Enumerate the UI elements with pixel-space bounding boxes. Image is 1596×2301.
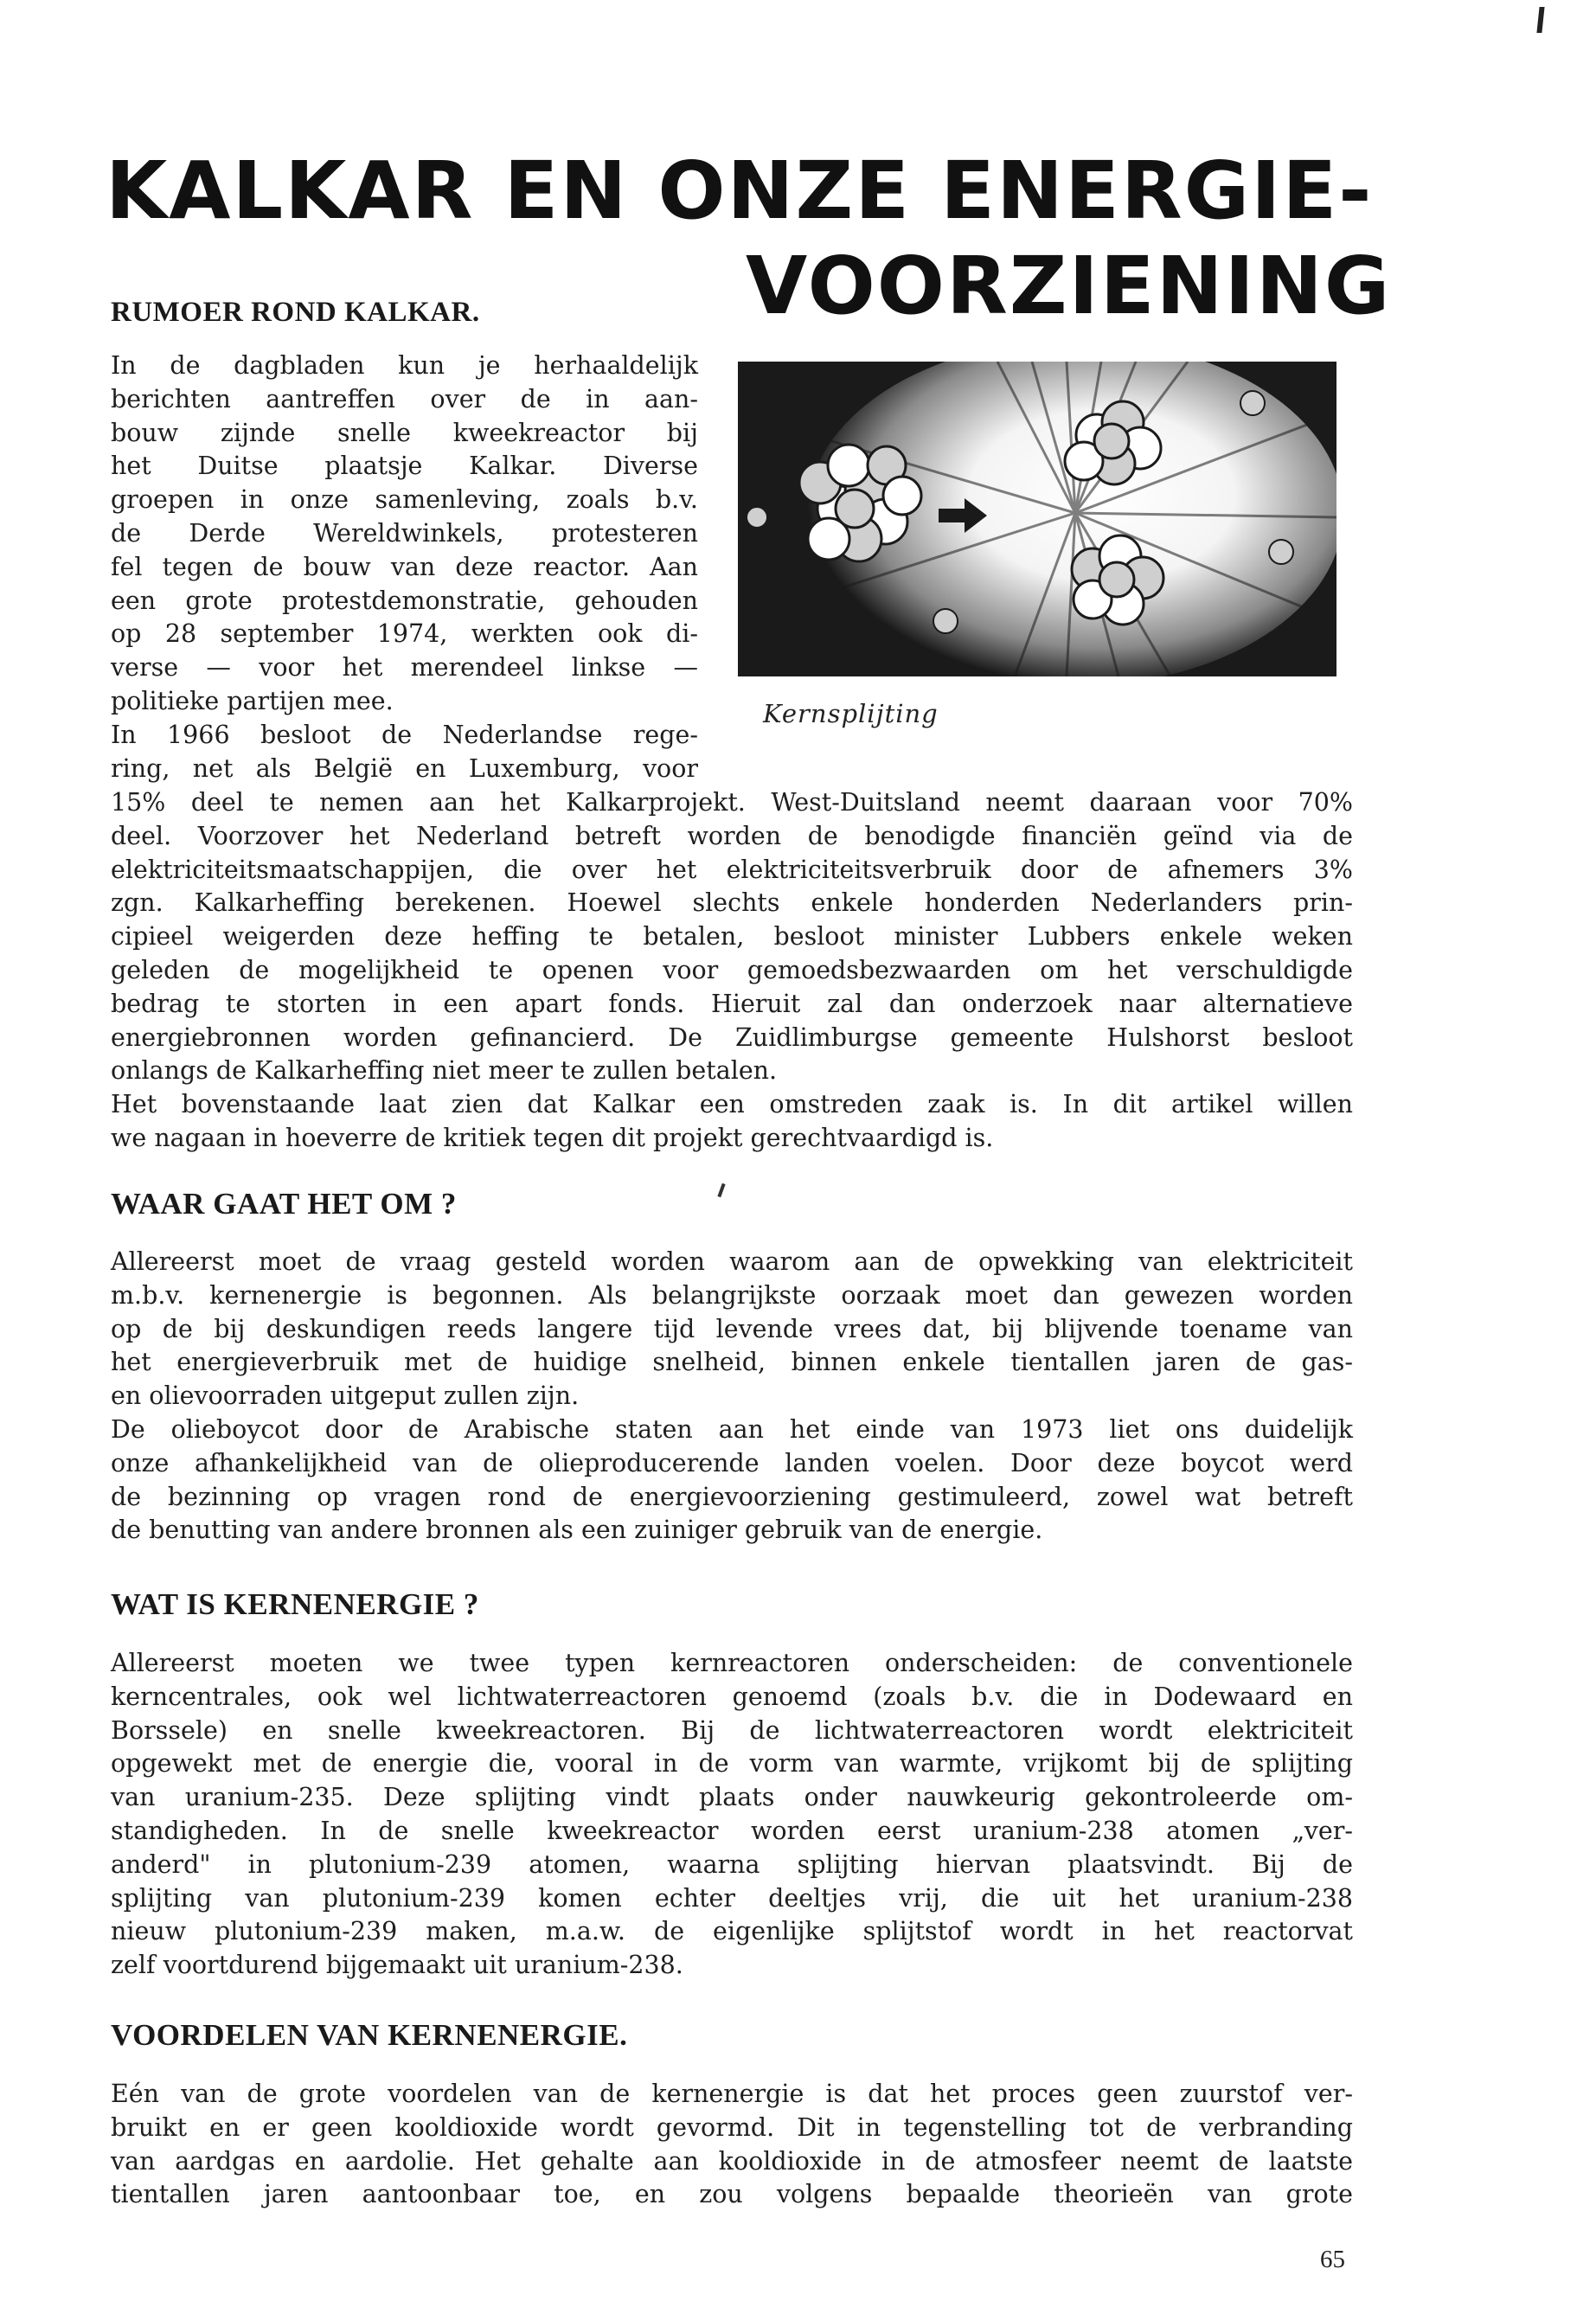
- paragraph-wat-is-kernenergie: [111, 1647, 1353, 1983]
- text-line: opgewekt met de energie die, vooral in de vorm van warmte, vrijkomt bij de splijting: [111, 1749, 1353, 1779]
- text-line: 15% deel te nemen aan het Kalkarprojekt. West-Duitsland neemt daaraan voor 70%: [111, 788, 1353, 817]
- text-line: bedrag te storten in een apart fonds. Hieruit zal dan onderzoek naar alternatieve: [111, 989, 1353, 1018]
- text-line: Het bovenstaande laat zien dat Kalkar een omstreden zaak is. In dit artikel willen: [111, 1090, 1353, 1119]
- text-line: fel tegen de bouw van deze reactor. Aan: [111, 552, 698, 581]
- text-line: ring, net als België en Luxemburg, voor: [111, 753, 698, 783]
- text-line: cipieel weigerden deze heffing te betalen, besloot minister Lubbers enkele weken: [111, 922, 1353, 952]
- article-title-line-1: KALKAR EN ONZE ENERGIE-: [106, 144, 1374, 237]
- text-line: we nagaan in hoeverre de kritiek tegen dit projekt gerechtvaardigd is.: [111, 1123, 994, 1152]
- text-line: het energieverbruik met de huidige snelheid, binnen enkele tientallen jaren de gas-: [111, 1348, 1353, 1377]
- text-line: de benutting van andere bronnen als een zuiniger gebruik van de energie.: [111, 1516, 1043, 1545]
- text-line: verse — voor het merendeel linkse —: [111, 653, 698, 683]
- text-line: bouw zijnde snelle kweekreactor bij: [111, 418, 698, 447]
- paragraph-waar-gaat-het-om: [111, 1246, 1353, 1548]
- figure-caption: Kernsplijting: [763, 699, 939, 728]
- text-line: elektriciteitsmaatschappijen, die over het elektriciteitsverbruik door de afnemers 3%: [111, 855, 1353, 884]
- text-line: deel. Voorzover het Nederland betreft worden de benodigde financiën geïnd via de: [111, 821, 1353, 850]
- text-line: Borssele) en snelle kweekreactoren. Bij de lichtwaterreactoren wordt elektriciteit: [111, 1715, 1353, 1745]
- text-line: een grote protestdemonstratie, gehouden: [111, 586, 698, 615]
- section-heading-rumoer: RUMOER ROND KALKAR.: [111, 297, 480, 328]
- paragraph-voordelen: [111, 2078, 1353, 2212]
- text-line: berichten aantreffen over de in aan-: [111, 384, 698, 413]
- text-line: anderd" in plutonium-239 atomen, waarna splijting hiervan plaatsvindt. Bij de: [111, 1849, 1353, 1879]
- text-line: zelf voortdurend bijgemaakt uit uranium-238.: [111, 1951, 683, 1980]
- text-line: politieke partijen mee.: [111, 686, 394, 715]
- text-line: nieuw plutonium-239 maken, m.a.w. de eigenlijke splijtstof wordt in het reactorvat: [111, 1917, 1353, 1946]
- text-line: de Derde Wereldwinkels, protesteren: [111, 518, 698, 548]
- fission-drawing: [738, 362, 1336, 676]
- text-line: kerncentrales, ook wel lichtwaterreactoren genoemd (zoals b.v. die in Dodewaard en: [111, 1682, 1353, 1711]
- text-line: van aardgas en aardolie. Het gehalte aan kooldioxide in de atmosfeer neemt de laatste: [111, 2146, 1353, 2176]
- scan-mark: [1536, 7, 1544, 33]
- nuclear-fission-illustration: [738, 362, 1336, 676]
- text-line: splijting van plutonium-239 komen echter deeltjes vrij, die uit het uranium-238: [111, 1883, 1353, 1913]
- text-line: Eén van de grote voordelen van de kernenergie is dat het proces geen zuurstof ver-: [111, 2080, 1353, 2108]
- paragraph-intro: [111, 349, 698, 719]
- paragraph-1966: [111, 719, 698, 786]
- print-speck: [717, 1183, 725, 1197]
- text-line: van uranium-235. Deze splijting vindt plaats onder nauwkeurig gekontroleerde om-: [111, 1783, 1353, 1812]
- text-line: Allereerst moeten we twee typen kernreactoren onderscheiden: de conventionele: [111, 1649, 1353, 1677]
- text-line: op de bij deskundigen reeds langere tijd levende vrees dat, bij blijvende toename van: [111, 1314, 1353, 1343]
- text-line: bruikt en er geen kooldioxide wordt gevormd. Dit in tegenstelling tot de verbranding: [111, 2112, 1353, 2142]
- text-line: m.b.v. kernenergie is begonnen. Als belangrijkste oorzaak moet dan gewezen worden: [111, 1280, 1353, 1310]
- text-line: onlangs de Kalkarheffing niet meer te zullen betalen.: [111, 1056, 778, 1086]
- text-line: groepen in onze samenleving, zoals b.v.: [111, 485, 698, 515]
- text-line: In 1966 besloot de Nederlandse rege-: [111, 721, 698, 749]
- text-line: Allereerst moet de vraag gesteld worden waarom aan de opwekking van elektriciteit: [111, 1247, 1353, 1276]
- section-heading-wat-is-kernenergie: WAT IS KERNENERGIE ?: [111, 1587, 479, 1621]
- text-line: standigheden. In de snelle kweekreactor worden eerst uranium-238 atomen „ver-: [111, 1816, 1353, 1845]
- section-heading-waar-gaat-het-om: WAAR GAAT HET OM ?: [111, 1187, 457, 1221]
- article-title-line-2: VOORZIENING: [746, 240, 1392, 332]
- text-line: op 28 september 1974, werkten ook di-: [111, 619, 698, 649]
- text-line: de bezinning op vragen rond de energievoorziening gestimuleerd, zowel wat betreft: [111, 1482, 1353, 1511]
- text-line: energiebronnen worden gefinancierd. De Zuidlimburgse gemeente Hulshorst besloot: [111, 1022, 1353, 1052]
- text-line: tientallen jaren aantoonbaar toe, en zou volgens bepaalde theorieën van grote: [111, 2180, 1353, 2209]
- text-line: De olieboycot door de Arabische staten aan het einde van 1973 liet ons duidelijk: [111, 1414, 1353, 1444]
- paragraph-kalkarprojekt: [111, 786, 1353, 1156]
- text-line: zgn. Kalkarheffing berekenen. Hoewel slechts enkele honderden Nederlanders prin-: [111, 888, 1353, 918]
- text-line: onze afhankelijkheid van de olieproducerende landen voelen. Door deze boycot werd: [111, 1448, 1353, 1477]
- text-line: het Duitse plaatsje Kalkar. Diverse: [111, 452, 698, 481]
- section-heading-voordelen: VOORDELEN VAN KERNENERGIE.: [111, 2018, 628, 2052]
- page-number: 65: [1320, 2246, 1345, 2273]
- text-line: en olievoorraden uitgeput zullen zijn.: [111, 1381, 580, 1411]
- text-line: In de dagbladen kun je herhaaldelijk: [111, 351, 698, 380]
- text-line: geleden de mogelijkheid te openen voor gemoedsbezwaarden om het verschuldigde: [111, 955, 1353, 984]
